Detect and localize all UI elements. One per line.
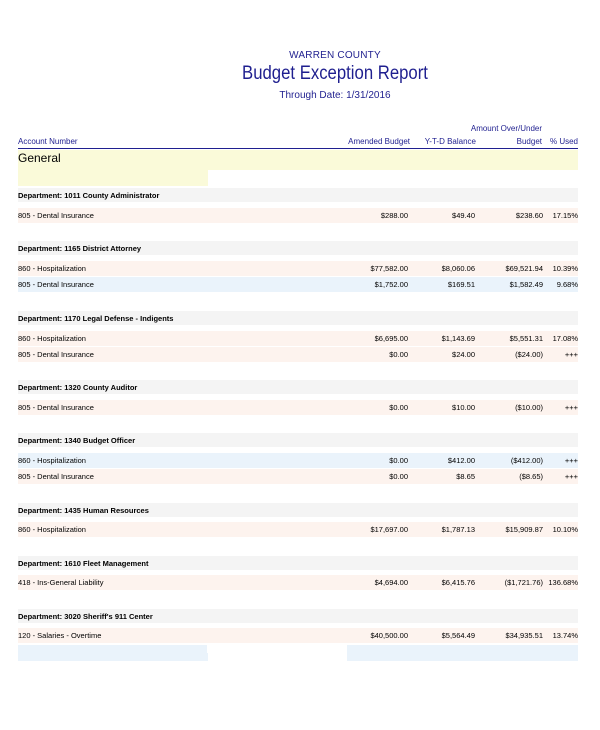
through-date: Through Date: 1/31/2016: [279, 90, 391, 101]
col-over-under-top: Amount Over/Under: [470, 124, 542, 133]
over-under-cell: ($412.00): [510, 456, 543, 465]
account-cell: 860 - Hospitalization: [18, 264, 86, 273]
amended-cell: $0.00: [389, 403, 408, 412]
col-ytd-balance: Y-T-D Balance: [424, 137, 476, 146]
pct-cell: 17.15%: [552, 211, 578, 220]
pct-cell: +++: [564, 456, 578, 465]
table-row: [18, 400, 578, 415]
ytd-cell: $6,415.76: [441, 578, 475, 587]
table-row: [18, 277, 578, 292]
account-cell: 805 - Dental Insurance: [18, 211, 94, 220]
col-amended-budget: Amended Budget: [348, 137, 410, 146]
department-heading: Department: 1610 Fleet Management: [18, 559, 149, 568]
department-heading: Department: 1435 Human Resources: [18, 506, 149, 515]
account-cell: 805 - Dental Insurance: [18, 280, 94, 289]
amended-cell: $0.00: [389, 350, 408, 359]
account-cell: 860 - Hospitalization: [18, 456, 86, 465]
amended-cell: $77,582.00: [370, 264, 408, 273]
account-cell: 805 - Dental Insurance: [18, 472, 94, 481]
over-under-cell: $238.60: [515, 211, 543, 220]
pct-cell: 13.74%: [552, 631, 578, 640]
section-band: [18, 150, 578, 170]
over-under-cell: $34,935.51: [505, 631, 543, 640]
amended-cell: $0.00: [389, 472, 408, 481]
over-under-cell: $5,551.31: [509, 334, 543, 343]
over-under-cell: ($10.00): [515, 403, 543, 412]
pct-cell: +++: [564, 472, 578, 481]
over-under-cell: $15,909.87: [505, 525, 543, 534]
pct-cell: +++: [564, 350, 578, 359]
amended-cell: $6,695.00: [374, 334, 408, 343]
over-under-cell: $1,582.49: [509, 280, 543, 289]
pct-cell: 9.68%: [556, 280, 578, 289]
pct-cell: 17.08%: [552, 334, 578, 343]
section-band-stub: [18, 170, 208, 186]
amended-cell: $1,752.00: [374, 280, 408, 289]
table-row: [18, 469, 578, 484]
table-row: [18, 453, 578, 468]
amended-cell: $288.00: [380, 211, 408, 220]
ytd-cell: $10.00: [452, 403, 475, 412]
table-row: [18, 628, 578, 643]
col-pct-used: % Used: [549, 137, 578, 146]
table-row: [18, 347, 578, 362]
footer-band-gap: [207, 645, 347, 661]
county-name: WARREN COUNTY: [289, 50, 381, 61]
over-under-cell: ($1,721.76): [504, 578, 543, 587]
pct-cell: +++: [564, 403, 578, 412]
account-cell: 860 - Hospitalization: [18, 525, 86, 534]
pct-cell: 10.39%: [552, 264, 578, 273]
account-cell: 418 - Ins-General Liability: [18, 578, 104, 587]
department-heading: Department: 1340 Budget Officer: [18, 436, 136, 445]
department-heading: Department: 1320 County Auditor: [18, 383, 138, 392]
ytd-cell: $8,060.06: [441, 264, 475, 273]
account-cell: 860 - Hospitalization: [18, 334, 86, 343]
pct-cell: 10.10%: [552, 525, 578, 534]
amended-cell: $17,697.00: [370, 525, 408, 534]
amended-cell: $40,500.00: [370, 631, 408, 640]
section-title: General: [18, 151, 61, 165]
ytd-cell: $169.51: [447, 280, 475, 289]
over-under-cell: ($24.00): [515, 350, 543, 359]
report-title: Budget Exception Report: [242, 63, 428, 84]
ytd-cell: $8.65: [456, 472, 475, 481]
table-row: [18, 331, 578, 346]
department-heading: Department: 1011 County Administrator: [18, 191, 160, 200]
table-row: [18, 261, 578, 276]
account-cell: 805 - Dental Insurance: [18, 403, 94, 412]
department-heading: Department: 1170 Legal Defense - Indigents: [18, 314, 174, 323]
footer-band-stub: [18, 653, 208, 661]
pct-cell: 136.68%: [548, 578, 578, 587]
account-cell: 120 - Salaries - Overtime: [18, 631, 102, 640]
amended-cell: $4,694.00: [374, 578, 408, 587]
ytd-cell: $5,564.49: [441, 631, 475, 640]
department-heading: Department: 3020 Sheriff's 911 Center: [18, 612, 153, 621]
department-heading: Department: 1165 District Attorney: [18, 244, 142, 253]
over-under-cell: ($8.65): [519, 472, 543, 481]
table-row: [18, 208, 578, 223]
ytd-cell: $49.40: [452, 211, 475, 220]
table-row: [18, 575, 578, 590]
col-over-under-bottom: Budget: [516, 137, 542, 146]
ytd-cell: $412.00: [447, 456, 475, 465]
header-rule: [18, 148, 578, 149]
ytd-cell: $1,143.69: [441, 334, 475, 343]
ytd-cell: $24.00: [452, 350, 475, 359]
amended-cell: $0.00: [389, 456, 408, 465]
over-under-cell: $69,521.94: [505, 264, 543, 273]
table-row: [18, 522, 578, 537]
col-account-number: Account Number: [18, 137, 78, 146]
ytd-cell: $1,787.13: [441, 525, 475, 534]
account-cell: 805 - Dental Insurance: [18, 350, 94, 359]
